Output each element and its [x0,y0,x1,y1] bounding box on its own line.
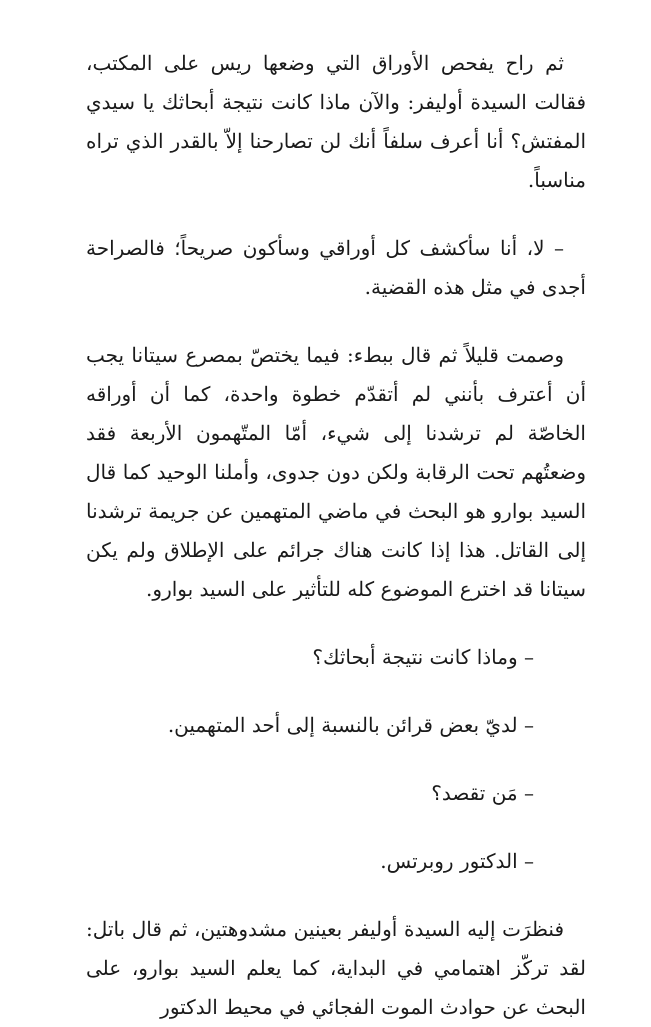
paragraph-dialogue: – لديّ بعض قرائن بالنسبة إلى أحد المتهمين. [167,713,534,737]
paragraph-dialogue: – وماذا كانت نتيجة أبحاثك؟ [312,645,534,669]
paragraph-dialogue: – لا، أنا سأكشف كل أوراقي وسأكون صريحاً؛ فالصراحة أجدى في مثل هذه القضية. [86,236,586,299]
paragraph-narrative: وصمت قليلاً ثم قال ببطء: فيما يختصّ بمصرع سيتانا يجب أن أعترف بأنني لم أتقدّم خطوة واحدة، كما أن أوراقه الخاصّة لم ترشدنا إلى شيء، أمّا المتّهمون الأربعة فقد وضعتُهم تحت الرقابة ولكن دون جدوى، وأملنا الوحيد كما قال السيد بوارو هو البحث في ماضي المتهمين عن جريمة ترشدنا إلى القاتل. هذا إذا كانت هناك جرائم على الإطلاق ولم يكن سيتانا قد اخترع الموضوع كله للتأثير على السيد بوارو. [86,343,586,601]
paragraph-dialogue: – مَن تقصد؟ [431,781,534,805]
paragraph-narrative: ثم راح يفحص الأوراق التي وضعها ريس على المكتب، فقالت السيدة أوليفر: والآن ماذا كانت نتيجة أبحاثك يا سيدي المفتش؟ أنا أعرف سلفاً أنك لن تصارحنا إلاّ بالقدر الذي تراه مناسباً. [86,51,586,192]
paragraph-narrative: فنظرَت إليه السيدة أوليفر بعينين مشدوهتين، ثم قال باتل: لقد تركّز اهتمامي في البداية، كما يعلم السيد بوارو، على البحث عن حوادث الموت الفجائي في محيط الدكتور [86,917,586,1019]
paragraph-dialogue: – الدكتور روبرتس. [380,849,534,873]
book-page [86,44,586,1027]
